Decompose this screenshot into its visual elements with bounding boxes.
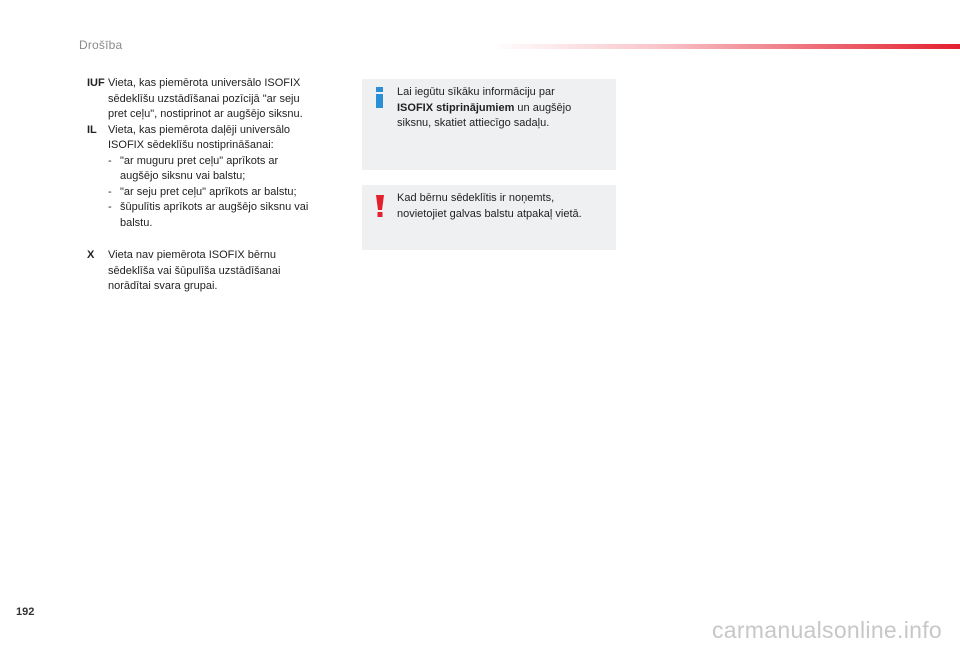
term-x: X [87, 249, 95, 261]
definition-iuf [87, 76, 335, 123]
desc-line: norādītai svara grupai. [108, 280, 218, 292]
bullet-item [108, 200, 335, 231]
info-text [397, 85, 607, 132]
desc-line: Vieta, kas piemērota daļēji universālo [108, 123, 291, 136]
spacer [87, 231, 335, 248]
warning-line: novietojiet galvas balstu atpakaļ vietā. [397, 207, 582, 220]
desc-il [108, 123, 335, 232]
desc-line: sēdeklīša vai šūpulīša uzstādīšanai [108, 264, 281, 277]
warning-line: Kad bērnu sēdeklītis ir noņemts, [397, 192, 555, 204]
term-iuf: IUF [87, 77, 105, 89]
bullet-line: "ar muguru pret ceļu" aprīkots ar [120, 154, 279, 167]
definition-il [87, 123, 335, 232]
bullet-line: augšējo siksnu vai balstu; [120, 170, 246, 182]
bullet-line: šūpulītis aprīkots ar augšējo siksnu vai [120, 201, 309, 213]
bullet-dash: - [108, 154, 112, 167]
bullet-text [120, 200, 308, 231]
info-note [362, 79, 616, 170]
bullet-text [120, 154, 278, 185]
bullet-text [120, 185, 297, 201]
info-line-rest: un augšējo [514, 101, 572, 114]
bullet-list [108, 154, 335, 232]
bullet-line: "ar seju pret ceļu" aprīkots ar balstu; [120, 185, 297, 198]
desc-line: pret ceļu", nostiprinot ar augšējo siksnu. [108, 108, 303, 120]
info-line: siksnu, skatiet attiecīgo sadaļu. [397, 117, 550, 129]
watermark: carmanualsonline.info [711, 617, 942, 643]
warning-text [397, 191, 607, 222]
info-line [397, 101, 607, 117]
info-icon [374, 87, 385, 108]
bullet-dash: - [108, 185, 112, 198]
bullet-dash: - [108, 201, 112, 213]
bullet-item [108, 154, 335, 185]
warning-icon [375, 195, 385, 217]
desc-line: Vieta, kas piemērota universālo ISOFIX [108, 77, 301, 89]
definition-x [87, 248, 335, 295]
desc-x [108, 248, 335, 295]
info-line: Lai iegūtu sīkāku informāciju par [397, 86, 555, 98]
warning-note [362, 185, 616, 250]
term-il: IL [87, 123, 97, 136]
bullet-item [108, 185, 335, 201]
desc-iuf [108, 76, 335, 123]
info-bold-term: ISOFIX stiprinājumiem [397, 101, 515, 114]
page-number: 192 [16, 606, 35, 618]
bullet-line: balstu. [120, 216, 153, 229]
desc-line: Vieta nav piemērota ISOFIX bērnu [108, 249, 276, 261]
legend-column [87, 76, 335, 295]
desc-line: sēdeklīšu uzstādīšanai pozīcijā "ar seju [108, 92, 300, 105]
section-title: Drošība [79, 38, 123, 52]
desc-line: ISOFIX sēdeklīšu nostiprināšanai: [108, 139, 274, 151]
header-rule [490, 44, 960, 49]
